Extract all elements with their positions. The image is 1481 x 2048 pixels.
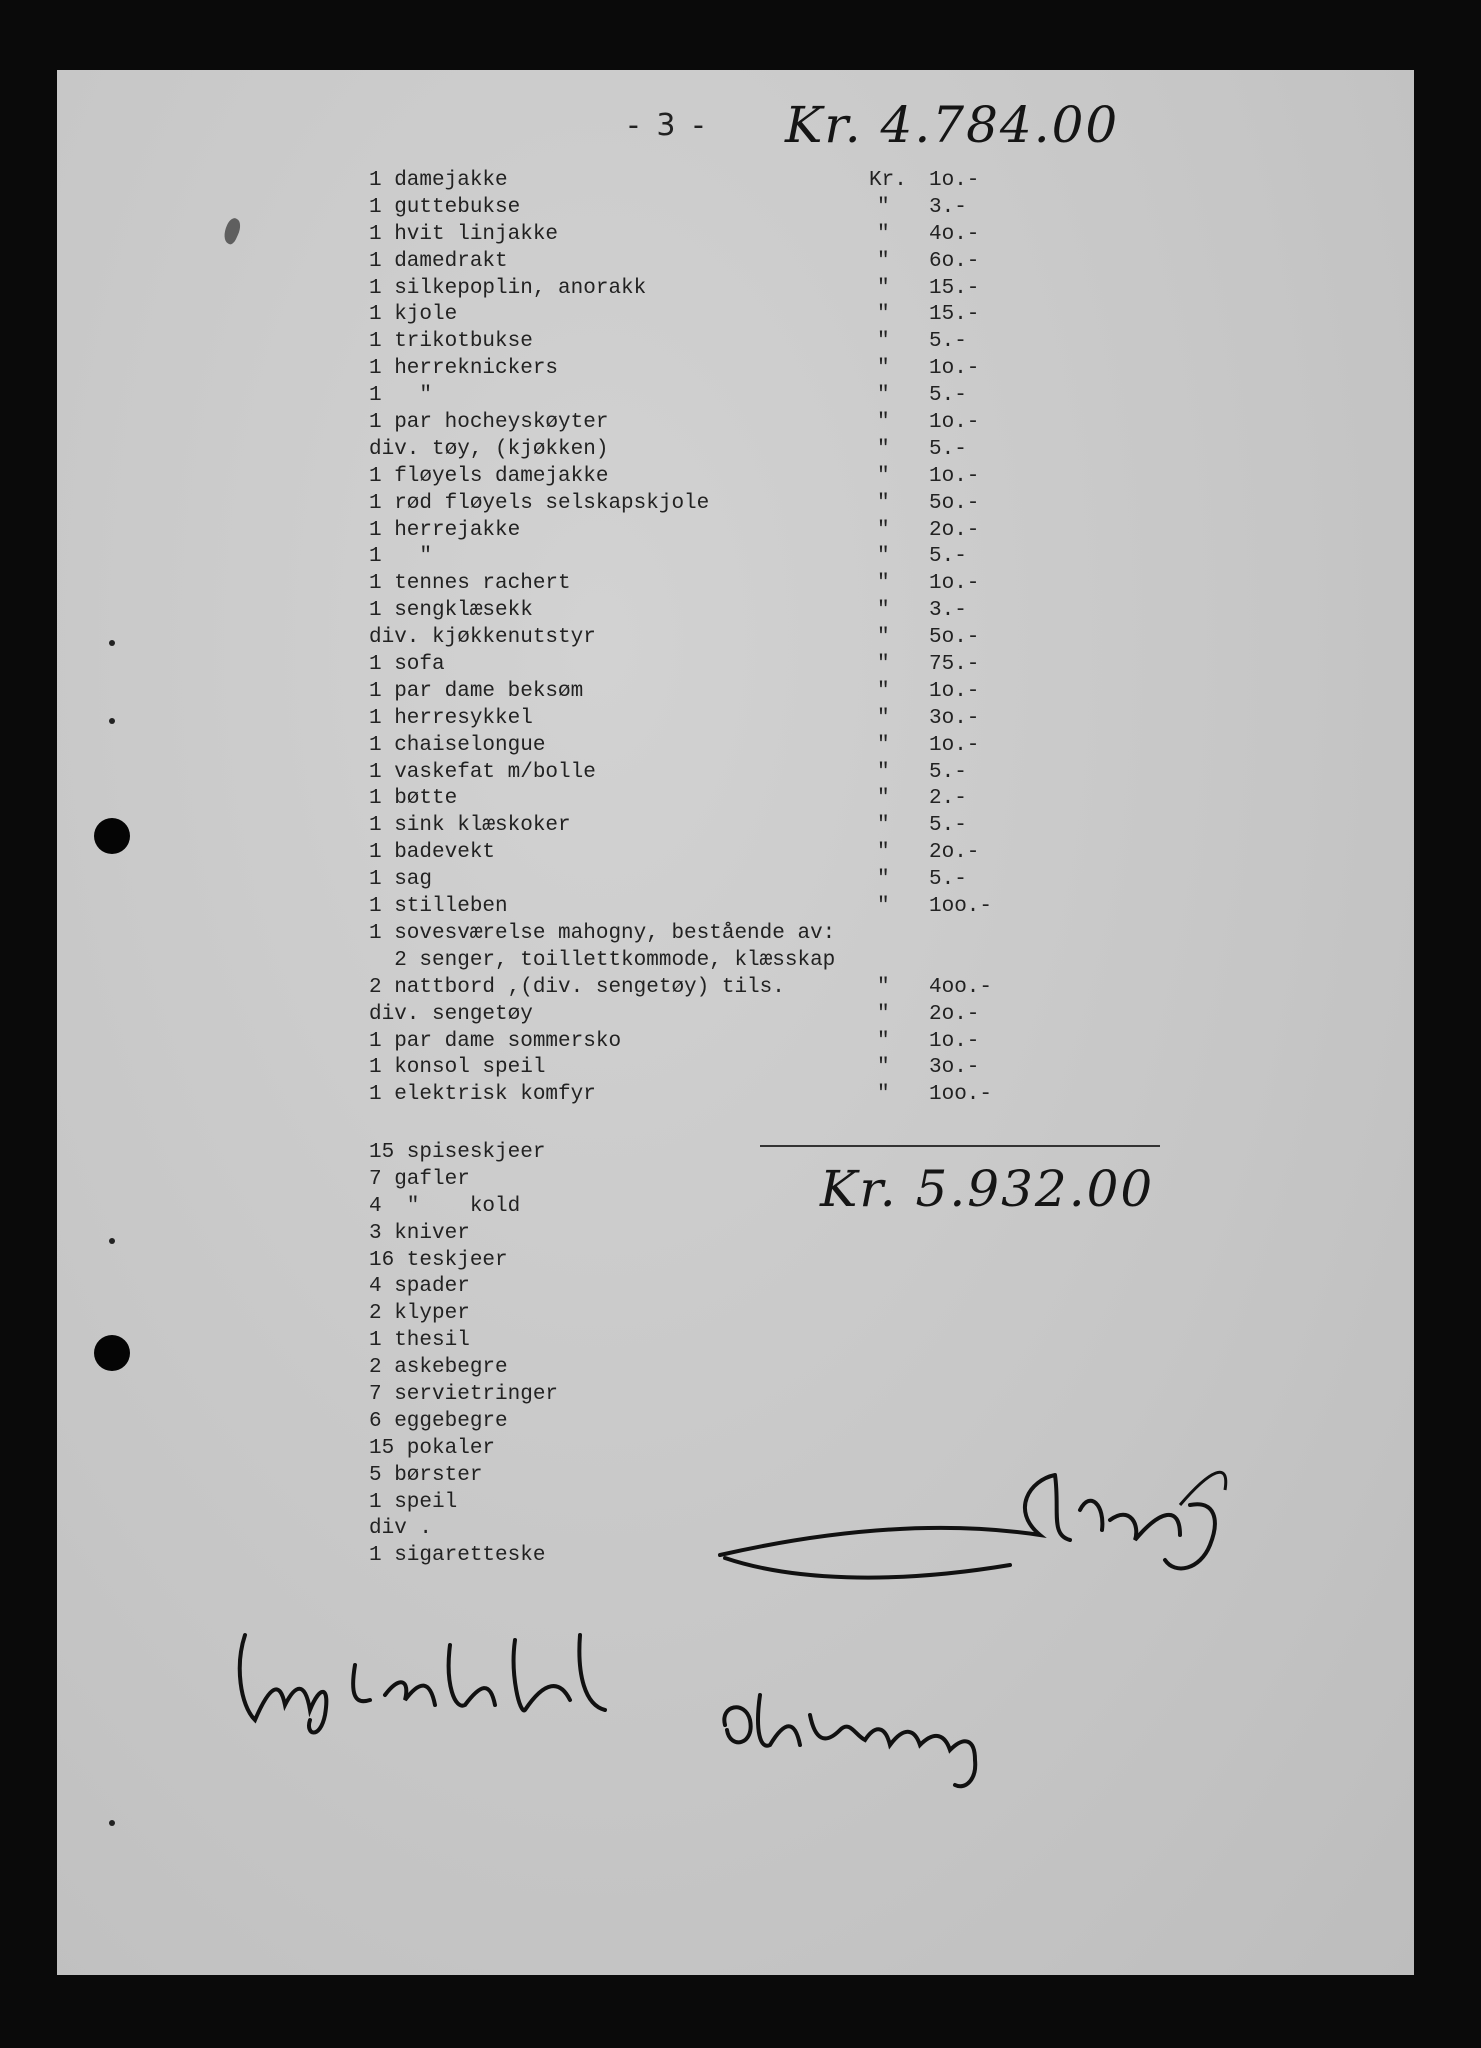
ditto-mark: " [877, 706, 890, 730]
item-name: 1 badevekt [369, 841, 496, 865]
ditto-mark: " [877, 384, 890, 408]
list-item [369, 410, 1009, 437]
item-name: 1 chaiselongue [369, 733, 546, 757]
punch-hole [94, 818, 130, 854]
ditto-mark: " [877, 222, 890, 246]
item-price: 1o.- [929, 733, 980, 757]
item-price: 5.- [929, 814, 967, 838]
item-name: 1 konsol speil [369, 1056, 546, 1080]
item-name: 1 par hocheyskøyter [369, 411, 609, 435]
item-name: 1 bøtte [369, 787, 458, 811]
signature-3 [715, 1690, 1035, 1800]
item-price: 2o.- [929, 841, 980, 865]
punch-hole [94, 1335, 130, 1371]
item-name: 2 senger, toillettkommode, klæsskap [369, 948, 836, 972]
item-price: 6o.- [929, 249, 980, 273]
item-price: 1o.- [929, 411, 980, 435]
list-item [369, 437, 1009, 464]
item-price: 1o.- [929, 169, 980, 192]
item-name: 6 eggebegre [369, 1409, 508, 1433]
item-name: 1 trikotbukse [369, 330, 533, 354]
list-item [369, 679, 1009, 706]
item-name: div . [369, 1517, 433, 1541]
item-name: div. tøy, (kjøkken) [369, 437, 609, 461]
speck [109, 718, 115, 724]
item-name: div. kjøkkenutstyr [369, 626, 596, 650]
list-item [369, 598, 1009, 625]
list-item [369, 168, 1009, 195]
ditto-mark: " [877, 653, 890, 677]
list-item [369, 544, 1009, 571]
item-price: 3.- [929, 599, 967, 623]
item-name: 1 sink klæskoker [369, 814, 571, 838]
item-price: 5.- [929, 330, 967, 354]
list-item [369, 975, 1009, 1002]
item-price: 5.- [929, 545, 967, 569]
item-price: 3o.- [929, 706, 980, 730]
list-item [369, 302, 1009, 329]
item-name: 4 " kold [369, 1194, 521, 1218]
item-name: 2 klyper [369, 1302, 470, 1326]
list-item [369, 867, 1009, 894]
ditto-mark: " [877, 599, 890, 623]
item-price: 75.- [929, 653, 980, 677]
item-price: 5.- [929, 868, 967, 892]
item-name: 4 spader [369, 1275, 470, 1299]
list-item [369, 464, 1009, 491]
item-name: 1 rød fløyels selskapskjole [369, 491, 710, 515]
item-name: 1 par dame beksøm [369, 679, 584, 703]
item-name: 7 servietringer [369, 1383, 559, 1407]
item-name: 1 tennes rachert [369, 572, 571, 596]
item-name: 2 askebegre [369, 1356, 508, 1380]
item-name: 16 teskjeer [369, 1248, 508, 1272]
item-name: 1 " [369, 384, 433, 408]
item-price: 1oo.- [929, 1083, 993, 1107]
item-price: 1o.- [929, 464, 980, 488]
list-item [369, 652, 1009, 679]
ditto-mark: " [877, 626, 890, 650]
item-name: 1 sofa [369, 653, 445, 677]
item-name: 1 elektrisk komfyr [369, 1083, 596, 1107]
item-price: 1o.- [929, 572, 980, 596]
ditto-mark: " [877, 975, 890, 999]
item-name: 1 damejakke [369, 169, 508, 192]
item-name: 1 fløyels damejakke [369, 464, 609, 488]
item-price: 2o.- [929, 518, 980, 542]
list-item [369, 329, 1009, 356]
ditto-mark: " [877, 464, 890, 488]
item-price: 1o.- [929, 1029, 980, 1053]
ditto-mark: " [877, 195, 890, 219]
list-item [369, 840, 1009, 867]
ditto-mark: " [877, 1002, 890, 1026]
list-item [369, 625, 1009, 652]
ditto-mark: " [877, 1029, 890, 1053]
list-item [369, 813, 1009, 840]
item-name: 15 pokaler [369, 1436, 496, 1460]
handwritten-grand-total: Kr. 5.932.00 [820, 1160, 1155, 1218]
ditto-mark: " [877, 841, 890, 865]
item-price: 3.- [929, 195, 967, 219]
ditto-mark: " [877, 1083, 890, 1107]
list-item [369, 733, 1009, 760]
ditto-mark: " [877, 895, 890, 919]
list-item [369, 1029, 1009, 1056]
item-name: 1 herreknickers [369, 357, 559, 381]
item-name: 1 " [369, 545, 433, 569]
item-name: 7 gafler [369, 1167, 470, 1191]
item-price: 2.- [929, 787, 967, 811]
list-item [369, 249, 1009, 276]
item-name: 1 sengklæsekk [369, 599, 533, 623]
ditto-mark: " [877, 357, 890, 381]
item-price: 1o.- [929, 679, 980, 703]
item-price: 15.- [929, 276, 980, 300]
list-item [369, 1082, 1009, 1109]
ditto-mark: " [877, 411, 890, 435]
item-name: 1 sigaretteske [369, 1544, 546, 1568]
item-price: 5o.- [929, 626, 980, 650]
item-name: 1 stilleben [369, 895, 508, 919]
list-item [369, 356, 1009, 383]
item-price: 4o.- [929, 222, 980, 246]
item-price: 15.- [929, 303, 980, 327]
ditto-mark: " [877, 249, 890, 273]
item-price: 1o.- [929, 357, 980, 381]
ditto-mark: " [877, 679, 890, 703]
item-name: 1 sag [369, 868, 433, 892]
item-price: 4oo.- [929, 975, 993, 999]
ditto-mark: " [877, 437, 890, 461]
item-name: 1 guttebukse [369, 195, 521, 219]
sum-line [760, 1145, 1160, 1147]
list-item [369, 195, 1009, 222]
item-name: 3 kniver [369, 1221, 470, 1245]
item-name: 1 hvit linjakke [369, 222, 559, 246]
ditto-mark: " [877, 760, 890, 784]
handwritten-carried-total: Kr. 4.784.00 [785, 96, 1120, 154]
ditto-mark: " [877, 276, 890, 300]
ditto-mark: " [877, 518, 890, 542]
item-price: 5.- [929, 384, 967, 408]
item-name: 1 sovesværelse mahogny, bestående av: [369, 921, 836, 945]
item-price: 3o.- [929, 1056, 980, 1080]
list-item [369, 786, 1009, 813]
item-name: 1 par dame sommersko [369, 1029, 622, 1053]
ditto-mark: " [877, 787, 890, 811]
list-item [369, 383, 1009, 410]
item-name: 1 damedrakt [369, 249, 508, 273]
item-name: 15 spiseskjeer [369, 1141, 546, 1164]
ditto-mark: " [877, 868, 890, 892]
ditto-mark: " [877, 491, 890, 515]
list-item [369, 1002, 1009, 1029]
ditto-mark: " [877, 545, 890, 569]
item-price: 5.- [929, 760, 967, 784]
ditto-mark: " [877, 1056, 890, 1080]
item-price: 5.- [929, 437, 967, 461]
item-name: 1 kjole [369, 303, 458, 327]
list-item [369, 948, 1009, 975]
item-name: 2 nattbord ,(div. sengetøy) tils. [369, 975, 785, 999]
ditto-mark: " [877, 572, 890, 596]
list-item [369, 276, 1009, 303]
item-name: 5 børster [369, 1463, 483, 1487]
ditto-mark: " [877, 303, 890, 327]
list-item [369, 1055, 1009, 1082]
list-item [369, 921, 1009, 948]
item-name: 1 herrejakke [369, 518, 521, 542]
priced-item-list [369, 168, 1009, 1109]
item-price: 1oo.- [929, 895, 993, 919]
item-name: div. sengetøy [369, 1002, 533, 1026]
list-item [369, 518, 1009, 545]
list-item [369, 222, 1009, 249]
currency-label: Kr. [869, 169, 907, 192]
item-name: 1 silkepoplin, anorakk [369, 276, 647, 300]
list-item [369, 760, 1009, 787]
item-name: 1 herresykkel [369, 706, 533, 730]
list-item [369, 894, 1009, 921]
speck [109, 640, 115, 646]
speck [109, 1820, 115, 1826]
ditto-mark: " [877, 733, 890, 757]
item-name: 1 thesil [369, 1329, 470, 1353]
item-price: 5o.- [929, 491, 980, 515]
list-item [369, 571, 1009, 598]
ditto-mark: " [877, 330, 890, 354]
item-price: 2o.- [929, 1002, 980, 1026]
item-name: 1 vaskefat m/bolle [369, 760, 596, 784]
signature-2 [225, 1625, 645, 1745]
item-name: 1 speil [369, 1490, 458, 1514]
list-item [369, 706, 1009, 733]
list-item [369, 491, 1009, 518]
page-number: - 3 - [628, 108, 708, 143]
signature-1 [710, 1450, 1230, 1600]
ditto-mark: " [877, 814, 890, 838]
speck [109, 1238, 115, 1244]
